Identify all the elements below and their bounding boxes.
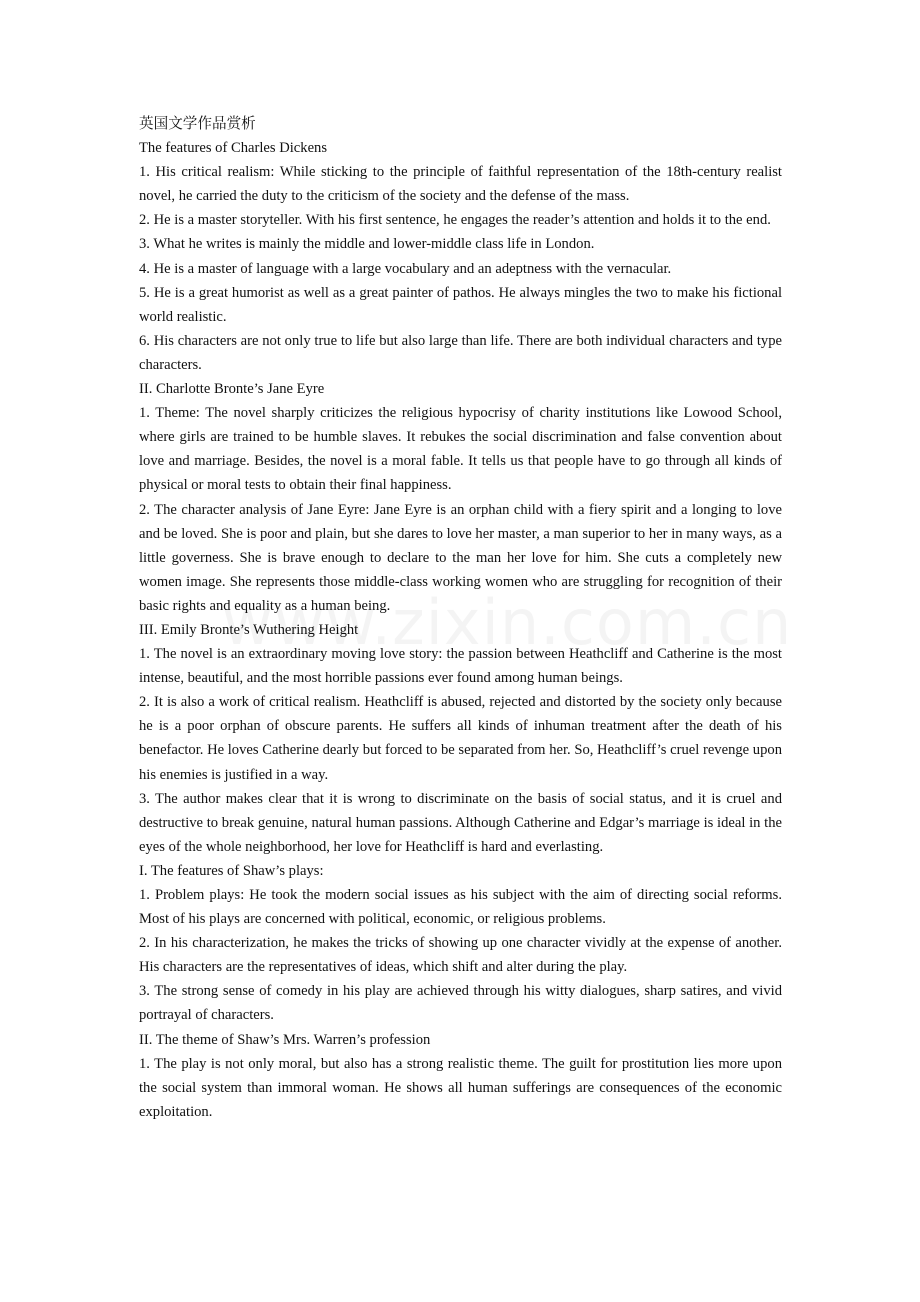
paragraph: 1. Theme: The novel sharply criticizes the religious hypocrisy of charity institutions like Lowood School, where girls are trained to be humble slaves. It rebukes the social discrimination and false convention about love and marriage. Besides, the novel is a moral fable. It tells us that people have to go through all kinds of physical or moral tests to obtain their final happiness.: [139, 405, 782, 494]
paragraph: 3. The author makes clear that it is wrong to discriminate on the basis of social status, and it is cruel and destructive to break genuine, natural human passions. Although Catherine and Edgar’s marriage is ideal in the eyes of the whole neighborhood, her love for Heathcliff is hard and everlasting.: [139, 790, 782, 855]
section-heading: The features of Charles Dickens: [139, 140, 328, 157]
paragraph: 1. His critical realism: While sticking to the principle of faithful representation of the 18th-century realist novel, he carried the duty to the criticism of the society and the defense of the mass.: [139, 164, 782, 205]
paragraph: 2. In his characterization, he makes the tricks of showing up one character vividly at the expense of another. His characters are the representatives of ideas, which shift and alter during the play.: [139, 935, 782, 976]
paragraph: 2. The character analysis of Jane Eyre: Jane Eyre is an orphan child with a fiery spirit and a longing to love and be loved. She is poor and plain, but she dares to love her master, a man superior to her in many ways, as a little governess. She is brave enough to declare to the man her love for him. She cuts a completely new women image. She represents those middle-class working women who are struggling for recognition of their basic rights and equality as a human being.: [139, 501, 782, 614]
section-heading: III. Emily Bronte’s Wuthering Height: [139, 621, 359, 638]
paragraph: 4. He is a master of language with a large vocabulary and an adeptness with the vernacular.: [139, 260, 672, 277]
paragraph: 2. It is also a work of critical realism. Heathcliff is abused, rejected and distorted by the society only because he is a poor orphan of obscure parents. He suffers all kinds of inhuman treatment after the death of his benefactor. He loves Catherine dearly but forced to be separated from her. So, Heathcliff’s cruel revenge upon his enemies is justified in a way.: [139, 694, 782, 783]
paragraph: 1. The novel is an extraordinary moving love story: the passion between Heathcliff and Catherine is the most intense, beautiful, and the most horrible passions ever found among human beings.: [139, 646, 782, 687]
section-heading: II. The theme of Shaw’s Mrs. Warren’s profession: [139, 1031, 431, 1048]
section-heading: II. Charlotte Bronte’s Jane Eyre: [139, 381, 325, 398]
paragraph: 1. Problem plays: He took the modern social issues as his subject with the aim of directing social reforms. Most of his plays are concerned with political, economic, or religious problems.: [139, 887, 782, 928]
paragraph: 3. What he writes is mainly the middle and lower-middle class life in London.: [139, 236, 595, 253]
paragraph: 2. He is a master storyteller. With his first sentence, he engages the reader’s attention and holds it to the end.: [139, 212, 771, 229]
document-body: [139, 136, 782, 1124]
paragraph: 1. The play is not only moral, but also has a strong realistic theme. The guilt for prostitution lies more upon the social system than immoral woman. He shows all human sufferings are consequences of the economic exploitation.: [139, 1055, 782, 1120]
paragraph: 3. The strong sense of comedy in his play are achieved through his witty dialogues, sharp satires, and vivid portrayal of characters.: [139, 983, 782, 1024]
paragraph: 6. His characters are not only true to life but also large than life. There are both individual characters and type characters.: [139, 332, 782, 373]
document-page: [139, 112, 782, 1124]
document-title: 英国文学作品赏析: [139, 116, 256, 132]
paragraph: 5. He is a great humorist as well as a great painter of pathos. He always mingles the two to make his fictional world realistic.: [139, 284, 782, 325]
section-heading: I. The features of Shaw’s plays:: [139, 862, 324, 879]
